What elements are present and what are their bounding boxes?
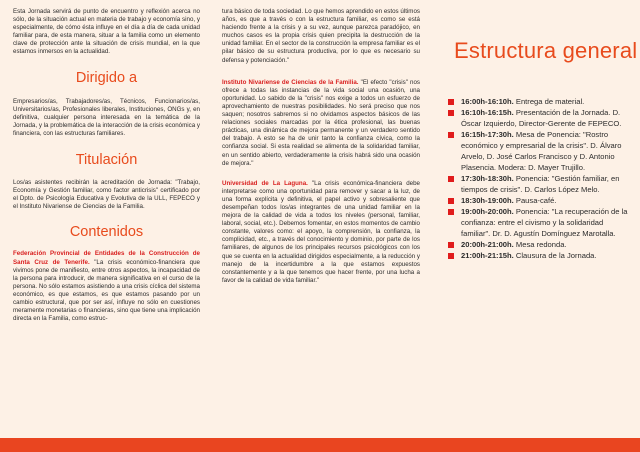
- titulacion-heading: Titulación: [75, 152, 138, 169]
- schedule-text: Mesa de Ponencia: "Rostro económico y empresarial de la crisis". D. Álvaro Arvelo, D. José Carlos Francisco y D. Antonio Plasencia. Modera: D. Mayer Trujillo.: [461, 130, 622, 172]
- schedule-text: Ponencia: "Gestión familiar, en tiempos de crisis". D. Carlos López Melo.: [461, 174, 620, 194]
- schedule-item: [448, 239, 632, 250]
- ull-text: "La crisis económica-financiera debe interpretarse como una oportunidad para remover y sacar a la luz, de una forma explícita y definitiva, el papel activo y sobresaliente que desempeñan todos los/as integrantes de una unidad familiar en la mejora de la calidad de vida a todos los niveles (personal, familiar, laboral, social, etc.). Debemos fomentar, en estos momentos de cambio constante, valores como: el apoyo, la comprensión, la confianza, la complicidad, etc., a través del conocimiento y dominio, por parte de los familiares, de algunos de los principales recursos psicológicos con los que se cuenta en la actualidad dirigidos especialmente, a la reducción y manejo de la incertidumbre a la que estamos expuestos constantemente y a la que tenemos que hacer frente, por una lucha a favor de la calidad de vida familiar.": [222, 179, 420, 284]
- schedule-item: [448, 250, 632, 261]
- schedule-item: [448, 173, 632, 195]
- fepeco-text: "La crisis económico-financiera que vivimos pone de manifiesto, entre otros aspectos, la incapacidad de la persona para introducir, de manera significativa en el curso de la persona. No sólo estamos asistiendo a una crisis cíclica del sistema económico, es que estamos, es que estamos pasando por un cambio estructural, que por ser así, influye no sólo en cuestiones meramente monetarias o financieras, sino que tiene una implicación directa en la Familia, como estruc-: [13, 258, 201, 323]
- bullet-square-icon: [448, 110, 454, 116]
- bullet-square-icon: [448, 253, 454, 259]
- schedule-text: Entrega de material.: [515, 97, 585, 106]
- bullet-square-icon: [448, 209, 454, 215]
- bullet-square-icon: [448, 242, 454, 248]
- inf-heading: Instituto Nivariense de Ciencias de la Familia.: [222, 78, 359, 86]
- schedule-time: 16:00h-16:10h.: [461, 97, 514, 106]
- inf-text: "El efecto "crisis" nos ofrece a todas las instancias de la vida social una ocasión, una oportunidad. Lo sabido de la "crisis" nos exige a todos un esfuerzo de aprovechamiento de nuestras posibilidades. No será preciso que nos saquen; nosotros sabremos si no olvidamos aspectos básicos de las relaciones sociales marcadas por la ética profesional, las buenas prácticas, una dinámica de mejora permanente y un verdadero sentido del trabajo. A esto se ha de unir tanto la confianza cívica, como la confianza social. Si esta realidad se alimenta de la solidaridad familiar, en un sentido abierto, verdaderamente la crisis habrá sido una ocasión de mejora.": [222, 78, 420, 167]
- schedule-item: [448, 129, 632, 173]
- schedule-time: 16:10h-16:15h.: [461, 108, 514, 117]
- schedule-list: [448, 96, 632, 261]
- schedule-time: 18:30h-19:00h.: [461, 196, 514, 205]
- schedule-time: 16:15h-17:30h.: [461, 130, 514, 139]
- schedule-time: 21:00h-21:15h.: [461, 251, 514, 260]
- fepeco-paragraph: [13, 250, 200, 323]
- bottom-accent-bar: [0, 438, 640, 452]
- schedule-text: Ponencia: "La recuperación de la confianza: entre el civismo y la solidaridad familiar". Dr. D. Agustín Domínguez Marotalla.: [461, 207, 628, 238]
- schedule-time: 19:00h-20:00h.: [461, 207, 514, 216]
- fepeco-heading: Federación Provincial de Entidades de la Construcción de Santa Cruz de Tenerife.: [13, 250, 200, 266]
- schedule-item: [448, 96, 632, 107]
- fepeco-continued-paragraph: tura básico de toda sociedad. Lo que hemos aprendido en estos últimos años, es que a través o con la estructura familiar, es como se está haciendo frente a la crisis y a su vez, aunque parezca paradójico, en muchos casos es la propia crisis quien precipita la destrucción de la unidad familiar. En el sector de la construcción la empresa familiar es el pilar básico de su estructura productiva, por lo que es necesario su defensa y potenciación.": [222, 8, 420, 64]
- ull-paragraph: [222, 180, 420, 285]
- schedule-title: Estructura general: [454, 38, 638, 63]
- middle-panel: [212, 0, 426, 438]
- schedule-text: Clausura de la Jornada.: [515, 251, 597, 260]
- bullet-square-icon: [448, 176, 454, 182]
- ull-heading: Universidad de La Laguna.: [222, 179, 308, 187]
- titulacion-paragraph: Los/as asistentes recibirán la acreditación de Jornada: "Trabajo, Economía y Gestión familiar, como factor anticrisis" certificado por el Dpto. de Psicología Educativa y Evolutiva de la ULL, FEPECO y el Instituto Nivariense de Ciencias de la Familia.: [13, 179, 200, 211]
- bullet-square-icon: [448, 198, 454, 204]
- dirigido-heading: Dirigido a: [75, 69, 138, 86]
- schedule-text: Pausa-café.: [515, 196, 557, 205]
- bullet-square-icon: [448, 99, 454, 105]
- bullet-square-icon: [448, 132, 454, 138]
- schedule-item: [448, 107, 632, 129]
- left-panel: [0, 0, 212, 438]
- schedule-time: 17:30h-18:30h.: [461, 174, 514, 183]
- schedule-text: Mesa redonda.: [515, 240, 567, 249]
- schedule-time: 20:00h-21:00h.: [461, 240, 514, 249]
- schedule-item: [448, 195, 632, 206]
- schedule-item: [448, 206, 632, 239]
- dirigido-paragraph: Empresarios/as, Trabajadores/as, Técnicos, Funcionarios/as, Universitarios/as, Profesionales liberales, Instituciones, ONGs y, en definitiva, cualquier persona interesada en la temática de la Jornada, y la problemática de la interacción de la crisis económica y financiera, con las estructuras familiares.: [13, 97, 200, 137]
- contenidos-heading: Contenidos: [69, 224, 144, 241]
- schedule-text: Presentación de la Jornada. D. Óscar Izquierdo, Director-Gerente de FEPECO.: [461, 108, 622, 128]
- right-panel: [426, 0, 640, 438]
- inf-paragraph: [222, 79, 420, 168]
- intro-paragraph: Esta Jornada servirá de punto de encuentro y reflexión acerca no sólo, de la situación actual en materia de trabajo y economía sino, y especialmente, de cómo ésta influye en el día a día de cada unidad familiar para, de esta manera, situar a la familia como un elemento clave de protección ante la situación de crisis mundial, en la que estamos inmersos en la actualidad.: [13, 8, 200, 56]
